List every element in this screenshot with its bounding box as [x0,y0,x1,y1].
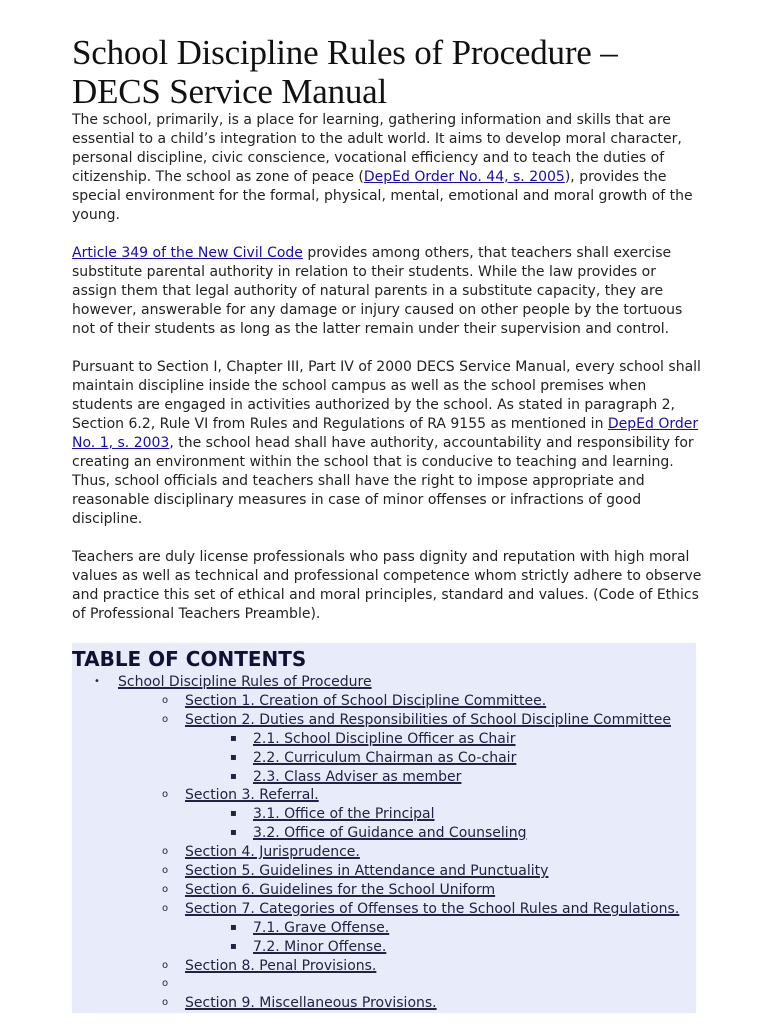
toc-bullet-icon: o [162,694,169,706]
toc-item-label: Section 6. Guidelines for the School Uniform [185,881,496,898]
toc-item-level-2[interactable] [185,786,319,805]
toc-item-label: Section 3. Referral. [185,787,319,804]
paragraph-text: ), provides the special environment for the formal, physical, mental, emotional and moral growth of the young. [72,169,693,223]
teachers-paragraph: Teachers are duly license professionals who pass dignity and reputation with high moral values as well as technical and professional competence whom strictly adhere to observe and practice this set of ethical and moral principles, standard and values. (Code of Ethics of Professional Teachers Preamble). [72,549,702,622]
paragraph-text: Pursuant to Section I, Chapter III, Part IV of 2000 DECS Service Manual, every school shall maintain discipline inside the school campus as well as the school premises when students are engaged in activities authorized by the school. As stated in paragraph 2, Section 6.2, Rule VI from Rules and Regulations of RA 9155 as mentioned in [72,359,701,432]
civil-code-paragraph [72,244,702,339]
toc-item-level-2[interactable] [185,994,437,1013]
toc-item-level-2[interactable] [185,692,546,711]
toc-item-label: 7.1. Grave Offense. [253,919,390,936]
toc-item-level-3[interactable] [253,805,435,824]
toc-item-label: 2.1. School Discipline Officer as Chair [253,730,516,747]
paragraph-text: provides among others, that teachers shall exercise substitute parental authority in relation to their students. While the law provides or assign them that legal authority of natural parents in a substitute capacity, they are however, answerable for any damage or injury caused on other people by the tortuous not of their students as long as the latter remain under their supervision and control. [72,245,683,337]
toc-item-label: 7.2. Minor Offense. [253,938,387,955]
toc-bullet-icon: o [162,997,169,1009]
toc-item-label: Section 7. Categories of Offenses to the School Rules and Regulations. [185,900,680,917]
toc-item-level-3[interactable] [253,749,516,768]
toc-bullet-icon: o [162,883,169,895]
toc-bullet-icon: ▪ [230,751,237,763]
toc-item-label: 3.1. Office of the Principal [253,806,435,823]
toc-item-level-1[interactable] [118,673,372,692]
deped-order-44-link[interactable]: DepEd Order No. 44, s. 2005 [363,169,565,185]
toc-item-label: Section 8. Penal Provisions. [185,957,377,974]
toc-empty-bullet-icon: o [162,978,169,990]
toc-item-level-2[interactable] [185,711,671,730]
toc-bullet-icon: ▪ [230,770,237,782]
toc-bullet-icon: o [162,959,169,971]
toc-item-label: Section 5. Guidelines in Attendance and Punctuality [185,863,549,879]
toc-bullet-icon: • [94,676,100,687]
toc-item-label: Section 9. Miscellaneous Provisions. [185,995,437,1012]
service-manual-paragraph [72,358,702,529]
toc-bullet-icon: o [162,846,169,858]
toc-item-level-2[interactable] [185,900,679,919]
toc-item-label: Section 1. Creation of School Discipline Committee. [185,692,547,709]
toc-item-label: 2.2. Curriculum Chairman as Co-chair [253,749,517,766]
table-of-contents [72,643,696,1013]
toc-title: TABLE OF CONTENTS [72,647,307,671]
toc-item-level-3[interactable] [253,730,516,749]
toc-bullet-icon: ▪ [230,808,237,820]
toc-item-label: 2.3. Class Adviser as member [253,768,462,785]
paragraph-text: , the school head shall have authority, accountability and responsibility for creating an environment within the school that is conducive to teaching and learning. Thus, school officials and teachers shall have the right to impose appropriate and reasonable disciplinary measures in case of minor offenses or infractions of good discipline. [72,435,694,527]
deped-order-1-link[interactable]: DepEd Order No. 1, s. 2003 [72,416,699,451]
toc-bullet-icon: ▪ [230,921,237,933]
toc-item-level-2[interactable] [185,862,548,881]
toc-bullet-icon: o [162,789,169,801]
toc-item-level-2[interactable] [185,843,360,862]
intro-paragraph [72,111,702,225]
toc-item-level-2[interactable] [185,881,495,900]
page-title: School Discipline Rules of Procedure – DECS Service Manual [72,33,618,111]
article-349-link[interactable]: Article 349 of the New Civil Code [72,245,303,261]
toc-item-level-3[interactable] [253,938,386,957]
toc-bullet-icon: o [162,865,169,876]
toc-bullet-icon: ▪ [230,940,237,952]
toc-item-level-2[interactable] [185,957,376,976]
toc-bullet-icon: ▪ [230,732,237,744]
toc-bullet-icon: o [162,902,169,914]
toc-item-label: Section 4. Jurisprudence. [185,844,360,861]
toc-item-level-3[interactable] [253,824,526,843]
toc-item-label: School Discipline Rules of Procedure [118,674,372,690]
toc-item-label: 3.2. Office of Guidance and Counseling [253,825,527,842]
toc-item-label: Section 2. Duties and Responsibilities of School Discipline Committee [185,711,671,728]
toc-bullet-icon: o [162,713,169,725]
toc-item-level-3[interactable] [253,919,389,938]
toc-item-level-3[interactable] [253,768,461,787]
paragraph-text: The school, primarily, is a place for learning, gathering information and skills that are essential to a child’s integration to the adult world. It aims to develop moral character, personal discipline, civic conscience, vocational efficiency and to teach the duties of citizenship. The school as zone of peace ( [72,112,682,185]
toc-bullet-icon: ▪ [230,827,237,839]
